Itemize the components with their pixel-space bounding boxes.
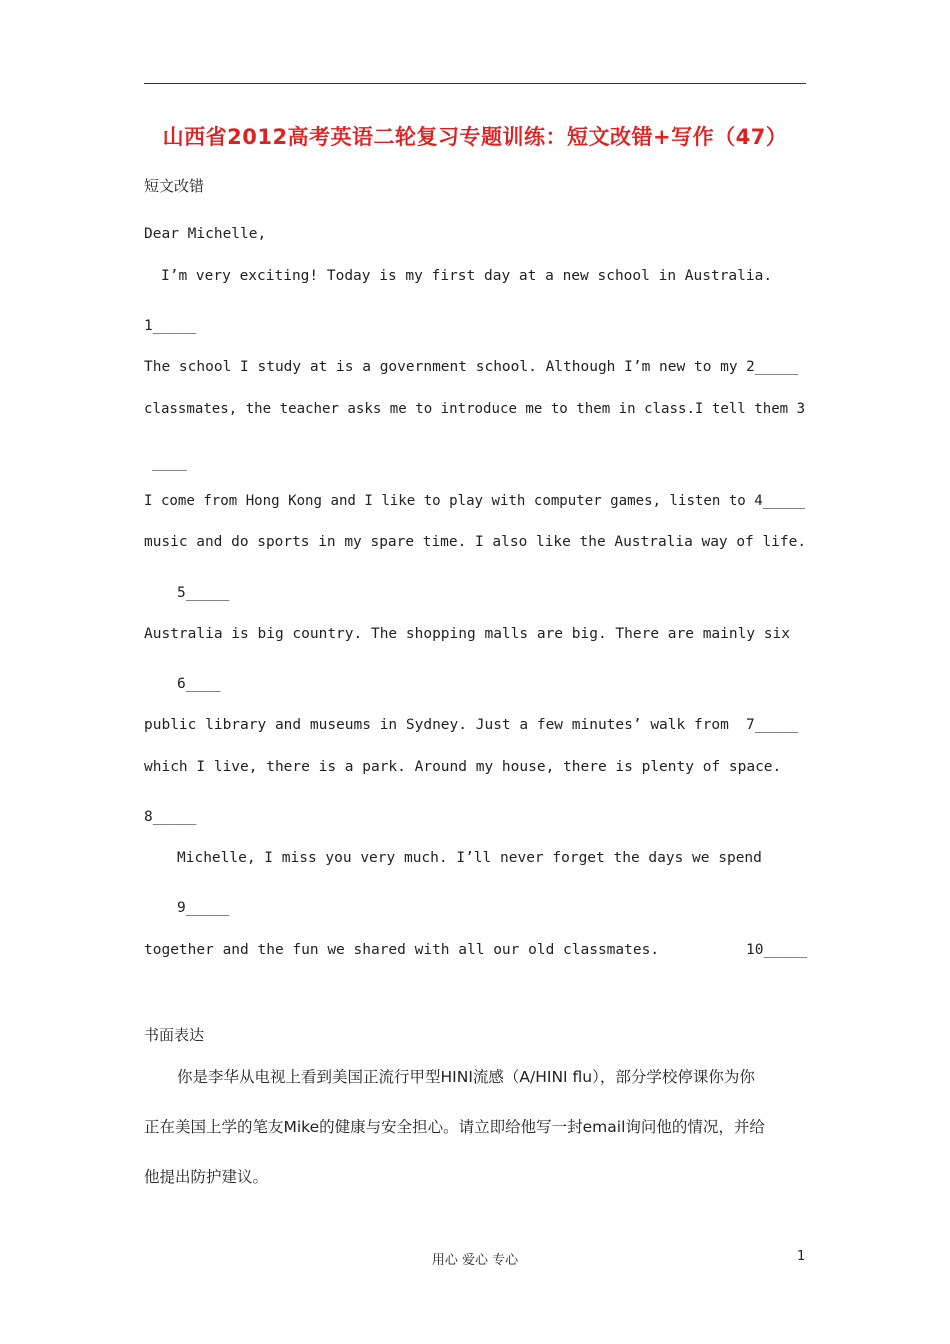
answer-blank-7: 7_____ — [746, 717, 799, 733]
page-footer: 用心 爱心 专心 — [431, 1253, 519, 1268]
answer-blank-10: 10_____ — [746, 942, 808, 958]
text-line-10: together and the fun we shared with all our old classmates. — [144, 942, 660, 958]
answer-blank-8: 8_____ — [144, 809, 197, 825]
answer-blank-3: ____ — [152, 455, 187, 471]
text-line-4: I come from Hong Kong and I like to play with computer games, listen to 4_____ — [144, 493, 806, 509]
answer-blank-6: 6____ — [177, 676, 221, 692]
writing-prompt-line-1: 你是李华从电视上看到美国正流行甲型HINI流感（A/HINI flu），部分学校停课你为你 — [177, 1068, 755, 1086]
text-line-5: music and do sports in my spare time. I also like the Australia way of life. — [144, 534, 807, 550]
text-line-9: Michelle, I miss you very much. I’ll never forget the days we spend — [177, 850, 762, 866]
page-number: 1 — [797, 1249, 806, 1264]
header-rule — [144, 83, 806, 84]
section-heading-error-correction: 短文改错 — [144, 177, 205, 195]
text-line-1 — [161, 268, 801, 284]
answer-blank-2: 2_____ — [746, 359, 799, 375]
writing-prompt-line-2: 正在美国上学的笔友Mike的健康与安全担心。请立即给他写一封email询问他的情况，并给 — [144, 1118, 765, 1136]
text-line-7: public library and museums in Sydney. Just a few minutes’ walk from — [144, 717, 729, 733]
line-text: I’m very exciting! Today is my first day at a new school in Australia. — [161, 268, 773, 284]
greeting: Dear Michelle, — [144, 226, 267, 242]
text-line-2: The school I study at is a government school. Although I’m new to my — [144, 359, 738, 375]
writing-prompt-line-3: 他提出防护建议。 — [144, 1168, 269, 1186]
text-line-6: Australia is big country. The shopping malls are big. There are mainly six — [144, 626, 791, 642]
section-heading-writing: 书面表达 — [144, 1026, 205, 1044]
answer-blank-5: 5_____ — [177, 585, 230, 601]
text-line-8: which I live, there is a park. Around my house, there is plenty of space. — [144, 759, 782, 775]
text-line-3: classmates, the teacher asks me to introduce me to them in class.I tell them 3 — [144, 401, 806, 417]
answer-blank-1: 1_____ — [144, 318, 197, 334]
answer-blank-9: 9_____ — [177, 900, 230, 916]
page-title: 山西省2012高考英语二轮复习专题训练：短文改错+写作（47） — [162, 125, 788, 149]
